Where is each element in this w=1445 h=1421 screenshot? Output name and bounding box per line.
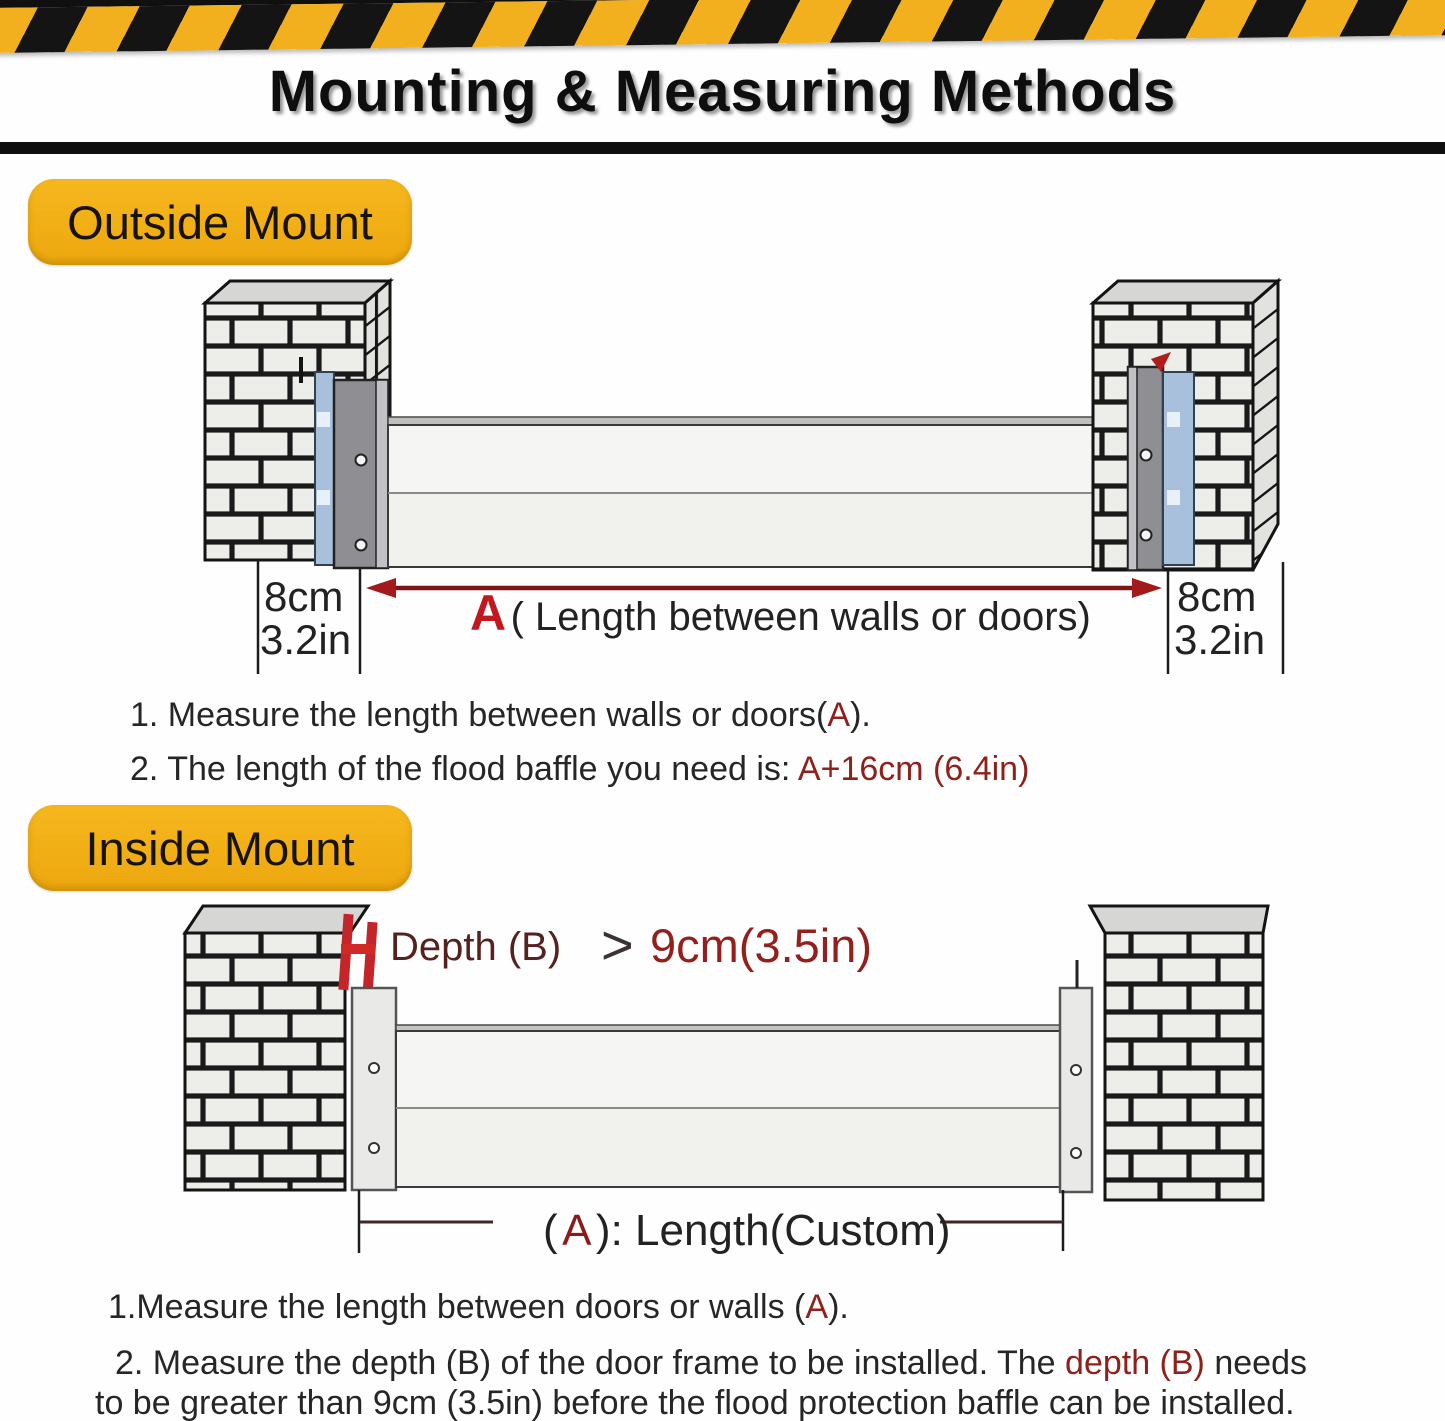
length-custom-label: ( A ): Length(Custom) [543,1206,951,1255]
inside-mount-badge: Inside Mount [28,805,412,891]
brick-pillar-left [185,906,368,1190]
dim-right-cm: 8cm [1177,573,1257,620]
step-text: to be greater than 9cm (3.5in) before the flood protection baffle can be installed. [95,1384,1295,1421]
step-text-red: A [805,1288,829,1326]
seal-highlight [317,490,330,505]
dim-left-in: 3.2in [260,616,352,663]
flood-barrier-panel [388,417,1128,567]
seal-highlight [1167,412,1180,427]
depth-gt-sign: > [601,913,634,976]
step-text-red: A+16cm (6.4in) [797,750,1030,788]
step-text: ). [850,696,871,734]
inside-step-1 [108,1288,849,1327]
step-text: ). [828,1288,849,1326]
page-title: Mounting & Measuring Methods [268,59,1177,124]
outside-mount-badge: Outside Mount [28,179,412,265]
mounting-channel-left [352,988,396,1190]
outside-mount-diagram [0,262,1445,682]
mounting-channel-left [334,380,388,568]
seal-highlight [1167,490,1180,505]
hazard-stripe-banner [0,0,1445,67]
span-length-label: A ( Length between walls or doors) [470,585,1091,641]
seal-strip-right [1163,372,1194,565]
mounting-channel-right [1128,367,1163,570]
depth-label: Depth (B) [390,925,562,969]
inside-mount-diagram [0,900,1445,1265]
step-text: 2. Measure the depth (B) of the door frame to be installed. The [115,1344,1066,1382]
outside-step-2 [130,750,1029,789]
step-text-red: A [827,696,851,734]
depth-value: 9cm(3.5in) [650,919,873,972]
seal-strip-left [315,372,334,565]
step-text: 2. The length of the flood baffle you need is: [130,750,798,788]
dim-left-cm: 8cm [264,573,344,620]
step-text: 1.Measure the length between doors or walls ( [108,1288,806,1326]
hazard-diagonal-stripes [0,0,1445,53]
step-text-red: depth (B) [1065,1344,1205,1382]
title-underline-bar [0,142,1445,154]
step-text: 1. Measure the length between walls or doors( [130,696,828,734]
step-text: needs [1204,1344,1307,1382]
dim-right-in: 3.2in [1174,616,1266,663]
outside-step-1 [130,696,871,735]
flood-barrier-panel [396,1025,1060,1187]
mounting-channel-right [1060,988,1092,1192]
brick-pillar-right [1090,906,1268,1200]
channel-pin-left [299,357,303,383]
inside-step-2 [95,1343,1440,1421]
seal-highlight [317,412,330,427]
